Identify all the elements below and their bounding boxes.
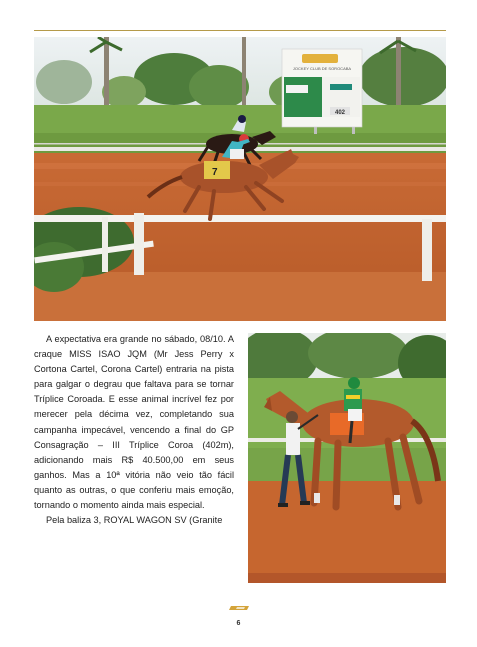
page-number: 6: [236, 620, 241, 627]
top-rule: [34, 30, 446, 31]
sign-number: 402: [334, 110, 346, 116]
sign-name: JOCKEY CLUB DE SOROCABA: [292, 66, 352, 71]
race-finish-photo: [34, 37, 446, 321]
winner-horse-photo: [248, 333, 446, 583]
svg-text:7: 7: [212, 167, 218, 178]
magazine-logo-icon: [229, 605, 251, 611]
article-paragraph: A expectativa era grande no sábado, 08/10. A craque MISS ISAO JQM (Mr Jess Perry x Cortona Cartel, Corona Cartel) entraria na pista para galgar o degrau que faltava para se tornar Tríplice Coroada. E esse animal incrível fez por merecer pela décima vez, completando sua campanha impecável, vencendo a final do GP Consagração – III Tríplice Coroa (402m), adicionando mais R$ 40.500,00 em seus ganhos. Mas a 10ª vitória não veio tão fácil quanto as outras, o que conferiu mais emoção, tornando o momento ainda mais especial.: [34, 334, 234, 511]
article-text: [34, 332, 234, 528]
article-paragraph: Pela baliza 3, ROYAL WAGON SV (Granite: [46, 515, 223, 526]
